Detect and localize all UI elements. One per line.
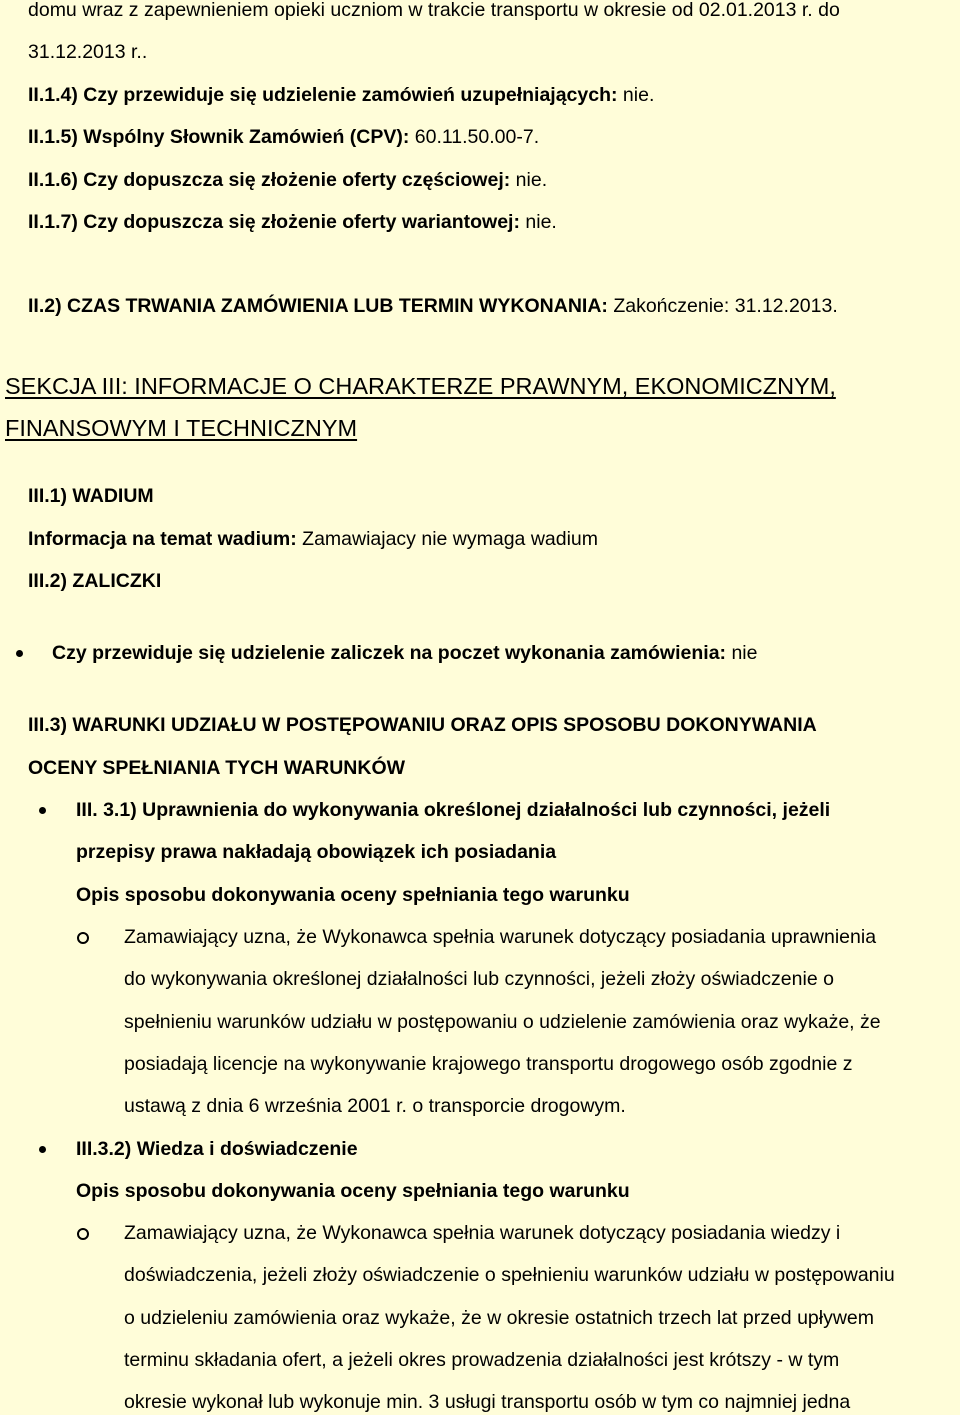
- circle-bullet-icon: [77, 1228, 89, 1240]
- bullet-icon: [39, 807, 46, 814]
- paragraph-line: spełnieniu warunków udziału w postępowaniu o udzielenie zamówienia oraz wykaże, że: [124, 1011, 881, 1033]
- field-label: II.1.6) Czy dopuszcza się złożenie oferty częściowej:: [28, 169, 511, 191]
- field-ii-2: [28, 294, 838, 318]
- paragraph-line: ustawą z dnia 6 września 2001 r. o transporcie drogowym.: [124, 1095, 626, 1117]
- condition-heading-line: przepisy prawa nakładają obowiązek ich posiadania: [76, 841, 557, 863]
- subsection-heading-line: III.3) WARUNKI UDZIAŁU W POSTĘPOWANIU ORAZ OPIS SPOSOBU DOKONYWANIA: [28, 714, 817, 736]
- condition-heading-line: III. 3.1) Uprawnienia do wykonywania określonej działalności lub czynności, jeżeli: [76, 799, 831, 821]
- condition-subheading: Opis sposobu dokonywania oceny spełniania tego warunku: [76, 1180, 630, 1202]
- paragraph-line: o udzieleniu zamówienia oraz wykaże, że w okresie ostatnich trzech lat przed upływem: [124, 1307, 875, 1329]
- bullet-icon: [16, 650, 23, 657]
- field-label: II.1.4) Czy przewiduje się udzielenie zamówień uzupełniających:: [28, 84, 618, 106]
- subsection-heading: III.2) ZALICZKI: [28, 570, 162, 592]
- section-heading-line: SEKCJA III: INFORMACJE O CHARAKTERZE PRAWNYM, EKONOMICZNYM,: [5, 373, 836, 399]
- field-value: nie.: [510, 169, 548, 191]
- subsection-heading-line: OCENY SPEŁNIANIA TYCH WARUNKÓW: [28, 757, 406, 779]
- bullet-icon: [39, 1146, 46, 1153]
- paragraph-line: domu wraz z zapewnieniem opieki uczniom w trakcie transportu w okresie od 02.01.2013 r. do: [28, 0, 840, 21]
- circle-bullet-icon: [77, 932, 89, 944]
- field-value: nie.: [519, 211, 557, 233]
- field-label: Czy przewiduje się udzielenie zaliczek na poczet wykonania zamówienia:: [52, 642, 727, 664]
- field-value: Zamawiajacy nie wymaga wadium: [296, 528, 599, 550]
- paragraph-line: Zamawiający uzna, że Wykonawca spełnia warunek dotyczący posiadania uprawnienia: [124, 926, 877, 948]
- field-ii-1-7: [28, 210, 557, 234]
- paragraph-line: posiadają licencje na wykonywanie krajowego transportu drogowego osób zgodnie z: [124, 1053, 853, 1075]
- field-value: 60.11.50.00-7.: [409, 126, 540, 148]
- paragraph-line: terminu składania ofert, a jeżeli okres prowadzenia działalności jest krótszy - w tym: [124, 1349, 840, 1371]
- field-zaliczki: [52, 641, 758, 665]
- field-label: II.1.7) Czy dopuszcza się złożenie oferty wariantowej:: [28, 211, 520, 233]
- field-value: Zakończenie: 31.12.2013.: [607, 295, 838, 317]
- paragraph-line: 31.12.2013 r..: [28, 41, 148, 63]
- condition-heading-line: III.3.2) Wiedza i doświadczenie: [76, 1138, 358, 1160]
- field-ii-1-6: [28, 168, 547, 192]
- field-label: II.2) CZAS TRWANIA ZAMÓWIENIA LUB TERMIN WYKONANIA:: [28, 295, 608, 317]
- field-value: nie: [726, 642, 758, 664]
- field-value: nie.: [617, 84, 655, 106]
- paragraph-line: do wykonywania określonej działalności lub czynności, jeżeli złoży oświadczenie o: [124, 968, 834, 990]
- field-ii-1-5: [28, 125, 539, 149]
- paragraph-line: Zamawiający uzna, że Wykonawca spełnia warunek dotyczący posiadania wiedzy i: [124, 1222, 841, 1244]
- section-heading-line: FINANSOWYM I TECHNICZNYM: [5, 415, 358, 441]
- subsection-heading: III.1) WADIUM: [28, 485, 154, 507]
- paragraph-line: okresie wykonał lub wykonuje min. 3 usługi transportu osób w tym co najmniej jedna: [124, 1391, 851, 1413]
- field-ii-1-4: [28, 83, 654, 107]
- field-wadium: [28, 527, 598, 551]
- field-label: Informacja na temat wadium:: [28, 528, 297, 550]
- condition-subheading: Opis sposobu dokonywania oceny spełniania tego warunku: [76, 884, 630, 906]
- field-label: II.1.5) Wspólny Słownik Zamówień (CPV):: [28, 126, 410, 148]
- paragraph-line: doświadczenia, jeżeli złoży oświadczenie o spełnieniu warunków udziału w postępowaniu: [124, 1264, 895, 1286]
